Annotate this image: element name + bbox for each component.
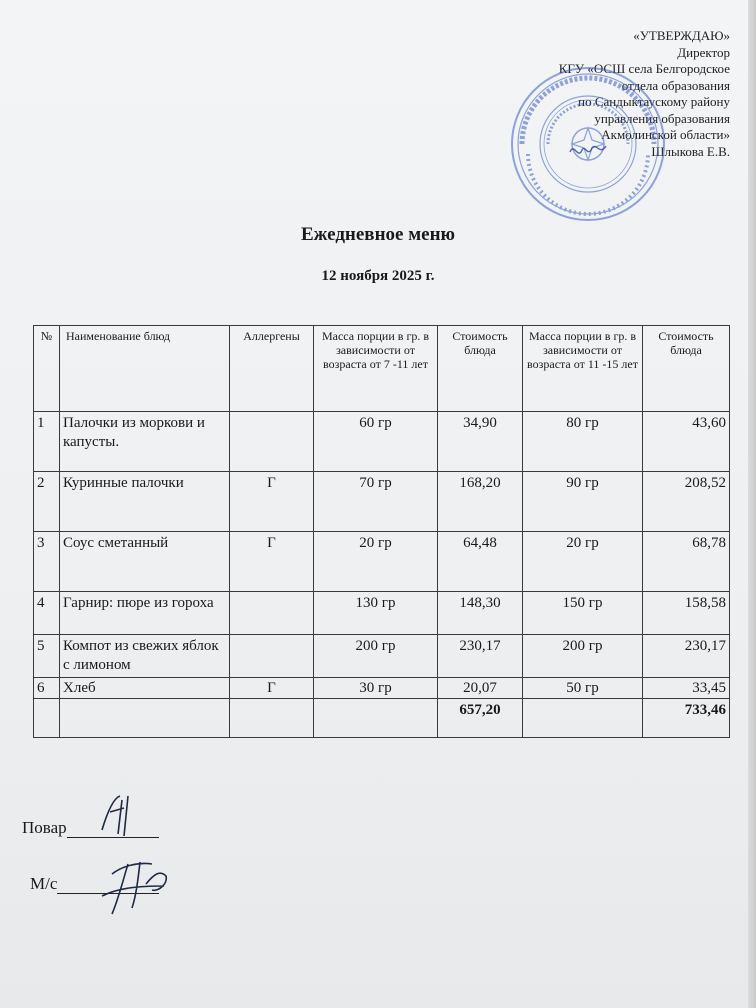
cost-7-11-cell: 34,90 xyxy=(438,412,523,472)
nurse-signature-scribble xyxy=(82,844,192,924)
row-number: 3 xyxy=(34,532,60,592)
cost-7-11-cell: 20,07 xyxy=(438,678,523,699)
allergen-cell: Г xyxy=(230,678,314,699)
cook-signature-scribble xyxy=(80,790,180,850)
official-stamp xyxy=(508,64,668,224)
table-row xyxy=(34,532,730,592)
table-row xyxy=(34,472,730,532)
mass-7-11-cell: 130 гр xyxy=(314,592,438,635)
mass-11-15-cell: 200 гр xyxy=(523,635,643,678)
cost-7-11-cell: 148,30 xyxy=(438,592,523,635)
approval-line: Акмолинской области» xyxy=(601,127,730,142)
approval-line: отдела образования xyxy=(621,77,730,93)
nurse-signature-row xyxy=(22,874,159,930)
cost-11-15-cell: 208,52 xyxy=(643,472,730,532)
page-title: Ежедневное меню xyxy=(300,224,456,245)
mass-11-15-cell: 80 гр xyxy=(523,412,643,472)
mass-11-15-cell: 20 гр xyxy=(523,532,643,592)
mass-7-11-cell: 60 гр xyxy=(314,412,438,472)
header-cell: Наименование блюд xyxy=(60,326,230,412)
table-row xyxy=(34,678,730,699)
header-cell: Стоимость блюда xyxy=(438,326,523,412)
menu-date: 12 ноября 2025 г. xyxy=(321,268,435,284)
mass-11-15-cell: 50 гр xyxy=(523,678,643,699)
empty-cell xyxy=(34,699,60,738)
allergen-cell xyxy=(230,412,314,472)
table-row xyxy=(34,412,730,472)
dish-name: Палочки из моркови и капусты. xyxy=(60,412,230,472)
dish-name: Хлеб xyxy=(60,678,230,699)
page-edge-shadow xyxy=(748,0,756,1008)
row-number: 5 xyxy=(34,635,60,678)
row-number: 2 xyxy=(34,472,60,532)
empty-cell xyxy=(60,699,230,738)
cost-7-11-cell: 168,20 xyxy=(438,472,523,532)
table-row xyxy=(34,635,730,678)
cost-11-15-cell: 68,78 xyxy=(643,532,730,592)
allergen-cell: Г xyxy=(230,472,314,532)
row-number: 6 xyxy=(34,678,60,699)
allergen-cell: Г xyxy=(230,532,314,592)
mass-7-11-cell: 20 гр xyxy=(314,532,438,592)
cost-11-15-cell: 33,45 xyxy=(643,678,730,699)
menu-table xyxy=(33,325,730,738)
total-row xyxy=(34,699,730,738)
cost-11-15-cell: 43,60 xyxy=(643,412,730,472)
cook-label: Повар xyxy=(22,818,67,837)
row-number: 1 xyxy=(34,412,60,472)
allergen-cell xyxy=(230,635,314,678)
approval-line: «УТВЕРЖДАЮ» xyxy=(633,28,730,43)
header-cell: Аллергены xyxy=(230,326,314,412)
empty-cell xyxy=(523,699,643,738)
mass-7-11-cell: 70 гр xyxy=(314,472,438,532)
header-cell: № xyxy=(34,326,60,412)
approval-line: управления образования xyxy=(594,110,730,126)
table-row xyxy=(34,592,730,635)
total-11-15: 733,46 xyxy=(643,699,730,738)
dish-name: Соус сметанный xyxy=(60,532,230,592)
total-7-11: 657,20 xyxy=(438,699,523,738)
mass-7-11-cell: 30 гр xyxy=(314,678,438,699)
empty-cell xyxy=(314,699,438,738)
mass-11-15-cell: 150 гр xyxy=(523,592,643,635)
approval-line: Шлыкова Е.В. xyxy=(651,143,730,159)
cost-11-15-cell: 158,58 xyxy=(643,592,730,635)
signature-block xyxy=(22,818,159,930)
dish-name: Гарнир: пюре из гороха xyxy=(60,592,230,635)
dish-name: Компот из свежих яблок с лимоном xyxy=(60,635,230,678)
cost-7-11-cell: 230,17 xyxy=(438,635,523,678)
row-number: 4 xyxy=(34,592,60,635)
empty-cell xyxy=(230,699,314,738)
header-cell: Масса порции в гр. в зависимости от возраста от 7 -11 лет xyxy=(314,326,438,412)
approval-line: по Сандыктаускому району xyxy=(578,94,730,109)
cost-11-15-cell: 230,17 xyxy=(643,635,730,678)
table-header-row xyxy=(34,326,730,412)
approval-line: КГУ «ОСШ села Белгородское xyxy=(558,61,730,76)
cost-7-11-cell: 64,48 xyxy=(438,532,523,592)
dish-name: Куринные палочки xyxy=(60,472,230,532)
allergen-cell xyxy=(230,592,314,635)
mass-11-15-cell: 90 гр xyxy=(523,472,643,532)
approval-line: Директор xyxy=(677,44,730,60)
mass-7-11-cell: 200 гр xyxy=(314,635,438,678)
header-cell: Стоимость блюда xyxy=(643,326,730,412)
header-cell: Масса порции в гр. в зависимости от возраста от 11 -15 лет xyxy=(523,326,643,412)
nurse-label: М/с xyxy=(30,874,58,893)
